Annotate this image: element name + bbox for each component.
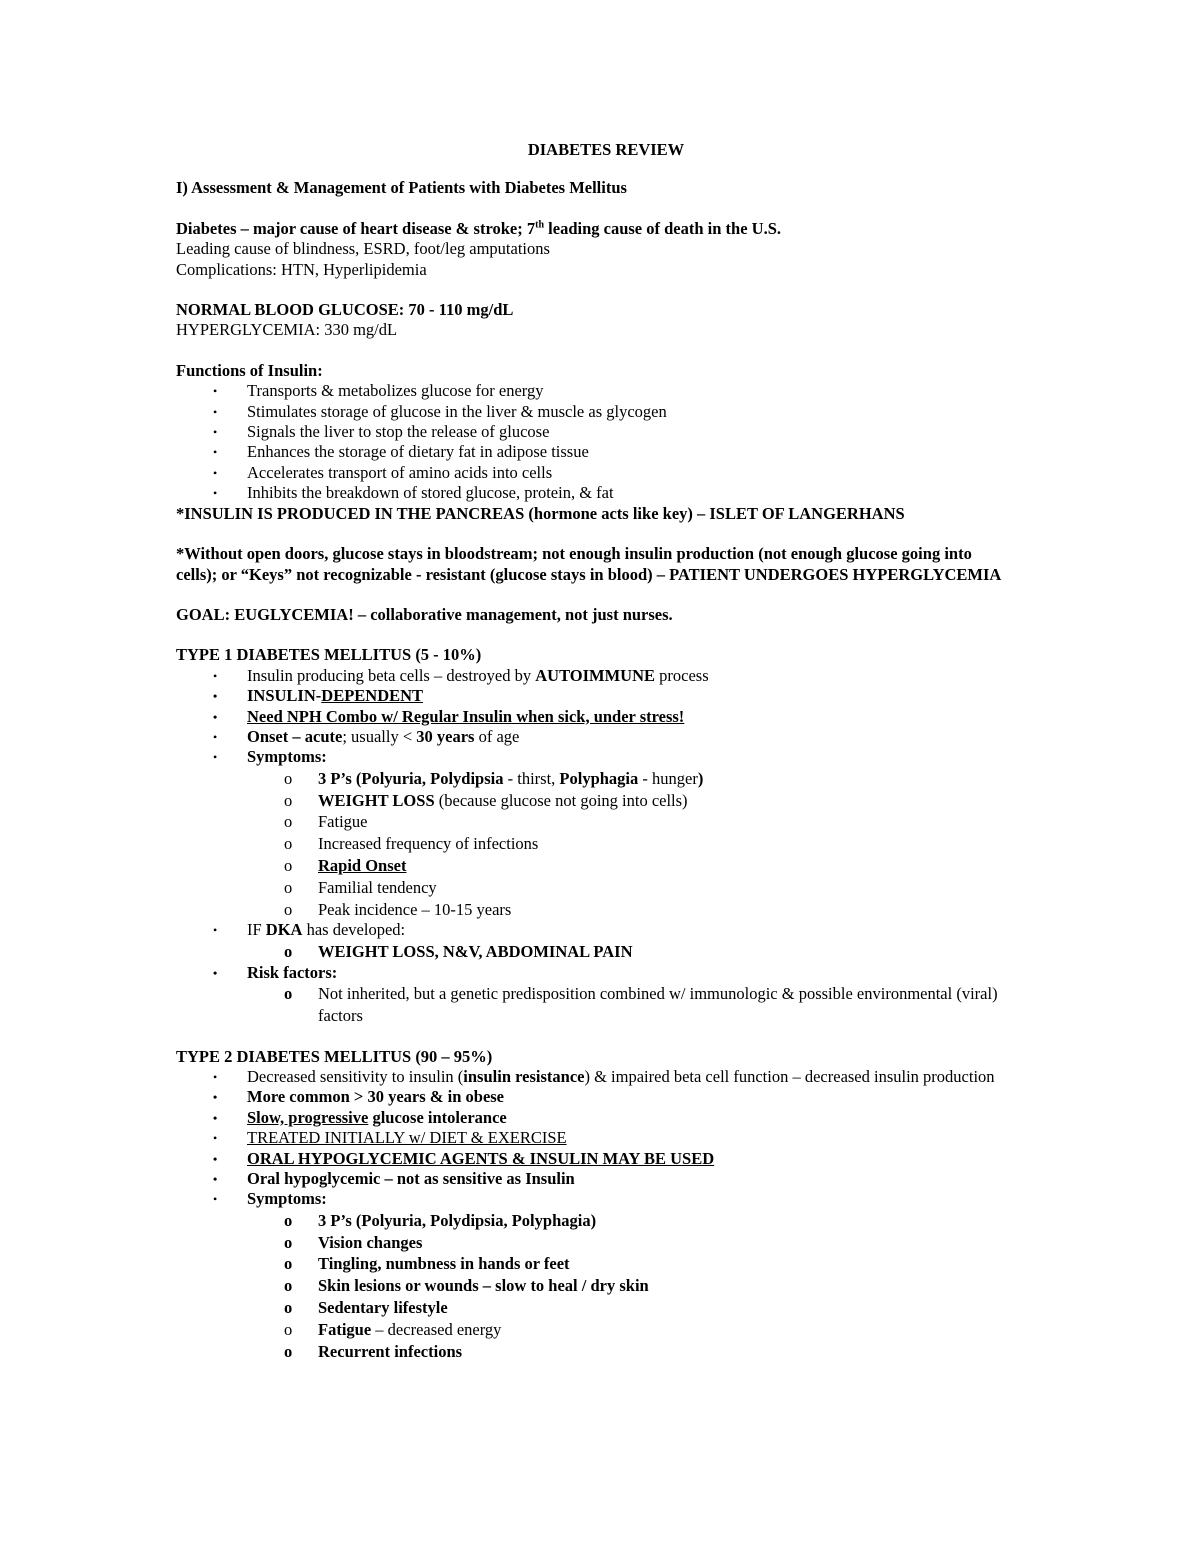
- list-item: • Accelerates transport of amino acids into cells: [213, 462, 553, 482]
- list-item: • Slow, progressive glucose intolerance: [213, 1107, 507, 1127]
- list-item: o Fatigue – decreased energy: [284, 1319, 502, 1339]
- list-item: o Rapid Onset: [284, 855, 407, 875]
- list-item: • Stimulates storage of glucose in the liver & muscle as glycogen: [213, 401, 667, 421]
- bullet-icon: •: [213, 1110, 218, 1125]
- intro-line: Leading cause of blindness, ESRD, foot/leg amputations: [176, 239, 550, 259]
- bullet-icon: •: [213, 750, 218, 765]
- bullet-icon: •: [213, 1131, 218, 1146]
- type2-heading: TYPE 2 DIABETES MELLITUS (90 – 95%): [176, 1046, 493, 1066]
- bullet-icon: •: [213, 1090, 218, 1105]
- list-item: o Sedentary lifestyle: [284, 1297, 448, 1317]
- bullet-icon: •: [213, 384, 218, 399]
- list-item: • INSULIN-DEPENDENT: [213, 686, 424, 706]
- list-item: • Onset – acute; usually < 30 years of age: [213, 726, 520, 746]
- spacer: [176, 625, 1016, 645]
- list-item: o Not inherited, but a genetic predisposition combined w/ immunologic & possible environmental (viral) factors: [284, 983, 998, 1025]
- list-item: o WEIGHT LOSS, N&V, ABDOMINAL PAIN: [284, 941, 633, 961]
- list-item: o Familial tendency: [284, 877, 437, 897]
- spacer: [176, 341, 1016, 361]
- type2-list: [176, 1067, 1016, 1362]
- hyperglycemia-value: HYPERGLYCEMIA: 330 mg/dL: [176, 320, 398, 340]
- bullet-icon: •: [213, 923, 218, 938]
- bullet-icon: •: [213, 1069, 218, 1084]
- circle-bullet-icon: o: [284, 812, 293, 832]
- circle-bullet-icon: o: [284, 1319, 293, 1339]
- bullet-icon: •: [213, 425, 218, 440]
- bullet-icon: •: [213, 965, 218, 980]
- list-item: • Insulin producing beta cells – destroyed by AUTOIMMUNE process: [213, 665, 709, 685]
- list-item: o Peak incidence – 10-15 years: [284, 899, 512, 919]
- type1-heading: TYPE 1 DIABETES MELLITUS (5 - 10%): [176, 645, 482, 665]
- list-item: • Inhibits the breakdown of stored glucose, protein, & fat: [213, 483, 614, 503]
- intro-line: Complications: HTN, Hyperlipidemia: [176, 259, 427, 279]
- bullet-icon: •: [213, 486, 218, 501]
- list-item: o 3 P’s (Polyuria, Polydipsia, Polyphagia): [284, 1210, 597, 1230]
- circle-bullet-icon: o: [284, 899, 293, 919]
- bullet-icon: •: [213, 1192, 218, 1207]
- dka-list: [247, 941, 1016, 963]
- list-item: • Oral hypoglycemic – not as sensitive as Insulin: [213, 1168, 575, 1188]
- type1-list: [176, 666, 1016, 1027]
- circle-bullet-icon: o: [284, 768, 293, 788]
- type1-symptoms-list: [247, 768, 1016, 921]
- intro-statement: Diabetes – major cause of heart disease & stroke; 7th leading cause of death in the U.S.: [176, 218, 782, 238]
- bullet-icon: •: [213, 465, 218, 480]
- document-page: [176, 140, 1016, 1362]
- list-item: o Recurrent infections: [284, 1341, 463, 1361]
- circle-bullet-icon: o: [284, 855, 293, 875]
- bullet-icon: •: [213, 1151, 218, 1166]
- list-item: o 3 P’s (Polyuria, Polydipsia - thirst, Polyphagia - hunger): [284, 768, 704, 788]
- normal-glucose: NORMAL BLOOD GLUCOSE: 70 - 110 mg/dL: [176, 300, 514, 320]
- circle-bullet-icon: o: [284, 1297, 293, 1317]
- spacer: [176, 524, 1016, 544]
- bullet-icon: •: [213, 689, 218, 704]
- list-item: • More common > 30 years & in obese: [213, 1087, 505, 1107]
- circle-bullet-icon: o: [284, 1341, 293, 1361]
- list-item: • Need NPH Combo w/ Regular Insulin when sick, under stress!: [213, 706, 685, 726]
- document-title: DIABETES REVIEW: [527, 140, 685, 159]
- circle-bullet-icon: o: [284, 1232, 293, 1252]
- list-item: • ORAL HYPOGLYCEMIC AGENTS & INSULIN MAY BE USED: [213, 1148, 715, 1168]
- list-item: o Increased frequency of infections: [284, 834, 539, 854]
- circle-bullet-icon: o: [284, 1254, 293, 1274]
- spacer: [176, 585, 1016, 605]
- circle-bullet-icon: o: [284, 1276, 293, 1296]
- circle-bullet-icon: o: [284, 877, 293, 897]
- insulin-functions-list: [176, 381, 1016, 503]
- insulin-produced-note: *INSULIN IS PRODUCED IN THE PANCREAS (hormone acts like key) – ISLET OF LANGERHANS: [176, 503, 905, 523]
- bullet-icon: •: [213, 668, 218, 683]
- insulin-functions-heading: Functions of Insulin:: [176, 360, 323, 380]
- list-item: • Decreased sensitivity to insulin (insulin resistance) & impaired beta cell function – decreased insulin production: [213, 1066, 995, 1086]
- goal-statement: GOAL: EUGLYCEMIA! – collaborative management, not just nurses.: [176, 604, 673, 624]
- circle-bullet-icon: o: [284, 1210, 293, 1230]
- spacer: [176, 280, 1016, 300]
- bullet-icon: •: [213, 729, 218, 744]
- spacer: [176, 199, 1016, 219]
- list-item: • Transports & metabolizes glucose for energy: [213, 381, 544, 401]
- list-item: o Fatigue: [284, 812, 368, 832]
- type2-symptoms-list: [247, 1210, 1016, 1363]
- section-heading: I) Assessment & Management of Patients with Diabetes Mellitus: [176, 178, 627, 198]
- circle-bullet-icon: o: [284, 983, 293, 1003]
- circle-bullet-icon: o: [284, 834, 293, 854]
- list-item: • Signals the liver to stop the release of glucose: [213, 422, 550, 442]
- list-item: • TREATED INITIALLY w/ DIET & EXERCISE: [213, 1128, 567, 1148]
- bullet-icon: •: [213, 1171, 218, 1186]
- list-item: o Vision changes: [284, 1232, 423, 1252]
- risk-factors-list: [247, 983, 1016, 1027]
- bullet-icon: •: [213, 404, 218, 419]
- list-item: • Symptoms: o 3 P’s (Polyuria, Polydipsia, Polyphagia) o Vision changes o Tingling, numbness in hands or feet o Skin lesions or wounds – slow to heal / dry skin o Sedentary lifestyle o Fatigue – decreased energy o Recurrent infections: [176, 1189, 1016, 1362]
- spacer: [176, 1027, 1016, 1047]
- list-item: • IF DKA has developed: o WEIGHT LOSS, N&V, ABDOMINAL PAIN: [176, 920, 1016, 962]
- bullet-icon: •: [213, 445, 218, 460]
- list-item: o WEIGHT LOSS (because glucose not going into cells): [284, 790, 688, 810]
- list-item: o Skin lesions or wounds – slow to heal / dry skin: [284, 1276, 649, 1296]
- list-item: • Risk factors: o Not inherited, but a genetic predisposition combined w/ immunologic & possible environmental (viral) factors: [176, 963, 1016, 1027]
- circle-bullet-icon: o: [284, 790, 293, 810]
- list-item: o Tingling, numbness in hands or feet: [284, 1254, 570, 1274]
- without-insulin-note: *Without open doors, glucose stays in bloodstream; not enough insulin production (not enough glucose going into cells); or “Keys” not recognizable - resistant (glucose stays in blood) – PATIENT UNDERGOES HYPERGLYCEMIA: [176, 544, 1002, 584]
- circle-bullet-icon: o: [284, 941, 293, 961]
- list-item: • Enhances the storage of dietary fat in adipose tissue: [213, 442, 589, 462]
- list-item: • Symptoms: o 3 P’s (Polyuria, Polydipsia - thirst, Polyphagia - hunger) o WEIGHT LOSS (because glucose not going into cells) o Fatigue o Increased frequency of infections o Rapid Onset o Familial tendency o Peak incidence – 10-15 years: [176, 747, 1016, 920]
- bullet-icon: •: [213, 709, 218, 724]
